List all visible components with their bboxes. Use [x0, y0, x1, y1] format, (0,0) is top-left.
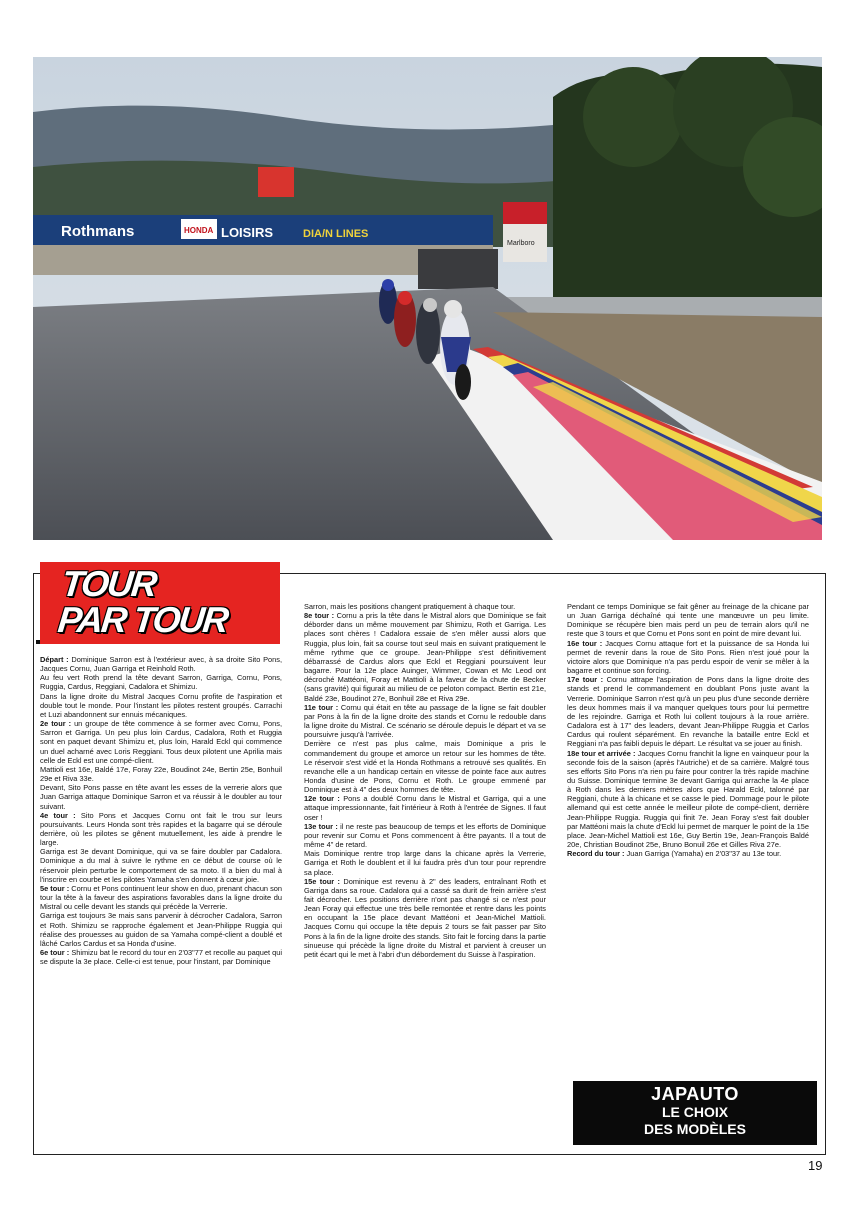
paragraph-text: Derrière ce n'est pas plus calme, mais Dominique a pris le commandement du groupe et amorce un retour sur les hommes de tête. Le réservoir s'est vidé et la Honda Rothmans a retrouvé ses qualités. En revanche elle a un handicap certain en vitesse de pointe face aux autres Honda d'usine de Pons, Cornu et Roth. Le groupe emmené par Dominique est à 4" des deux hommes de tête.: [304, 739, 546, 795]
article-paragraph: [40, 783, 282, 810]
article-paragraph: [40, 948, 282, 966]
paragraph-lead: Record du tour :: [567, 849, 625, 859]
paragraph-text: Mais Dominique rentre trop large dans la chicane après la Verrerie, Garriga et Roth le doublent et il lui faudra près d'un tour pour reprendre sa place.: [304, 849, 546, 877]
article-header: [40, 562, 280, 644]
paragraph-text: Devant, Sito Pons passe en tête avant les esses de la verrerie alors que Juan Garriga attaque Dominique Sarron et va réussir à le doubler au tour suivant.: [40, 783, 282, 811]
paragraph-text: Cornu et Pons continuent leur show en duo, prenant chacun son tour la tête à la faveur des aspirations favorables dans la ligne droite du Mistral ou celle devant les stands qui précède la Verrerie.: [40, 883, 283, 912]
paragraph-text: Sito Pons et Jacques Cornu ont fait le trou sur leurs poursuivants. Leurs Honda sont très rapides et la bagarre qui se déroule derrière, où les pilotes se gênent mutuellement, les aide à prendre le large.: [40, 810, 282, 848]
paragraph-lead: 12e tour :: [304, 794, 340, 804]
article-paragraph: [567, 675, 809, 748]
article-paragraph: [40, 847, 282, 884]
honda-banner-text: HONDA: [184, 226, 214, 235]
paragraph-lead: 6e tour :: [40, 948, 70, 957]
paragraph-text: Jacques Cornu attaque fort et la puissance de sa Honda lui permet de revenir dans la roue de Sito Pons. Rien n'est joué pour la victoire alors que Dominique n'a pas perdu espoir de venir se mêler à la bagarre et continue son forcing.: [567, 638, 809, 676]
article-paragraph: [40, 719, 282, 765]
paragraph-text: Sarron, mais les positions changent pratiquement à chaque tour.: [304, 602, 516, 611]
paragraph-text: Pendant ce temps Dominique se fait gêner au freinage de la chicane par un Juan Garriga déchaîné qui tente une manœuvre un peu limite. Dominique se récupère bien mais perd un peu de terrain alors qu'il ne reste que 3 tours et que Cornu et Pons sont en point de mire devant lui.: [567, 602, 809, 639]
article-paragraph: [304, 849, 546, 876]
paragraph-lead: 8e tour :: [304, 611, 335, 621]
paragraph-lead: 17e tour :: [567, 675, 604, 685]
paragraph-text: Garriga est 3e devant Dominique, qui va se faire doubler par Cadalora. Dominique a du mal à suivre le rythme en ce début de course où le réservoir plein perturbe le comportement de sa moto. Il a bien du mal à l'inscrire en courbe et les pilotes Yamaha s'en donnent à cœur joie.: [40, 847, 282, 884]
paragraph-text: Cornu a pris la tête dans le Mistral alors que Dominique se fait déborder dans un même mouvement par Shimizu, Roth et Garriga. Les places sont chères ! Cadalora essaie de s'en mêler aussi alors que Ruggia, plus loin, fait sa course tout seul mais en suivant pratiquement le même rythme que ce groupe. Jean-Philippe s'est définitivement débarrassé de Cardus alors que Eckl et Reggiani poursuivent leur bagarre. Pour la 12e place Auinger, Wimmer, Cowan et Mc Leod ont décroché Mattéoni, Foray et Mattioli à la faveur de la chute de Becker (sans gravité) qui figurait au milieu de ce peloton compact. Bertin est 21e, Baldé 23e, Boudinot 27e, Bonhuil 28e et Riva 29e.: [304, 611, 546, 703]
article-paragraph: [304, 611, 546, 703]
marlboro-sign-text: Marlboro: [507, 240, 535, 247]
paragraph-text: Mattioli est 16e, Baldé 17e, Foray 22e, Boudinot 24e, Bertin 25e, Bonhuil 29e et Riva 33e.: [40, 764, 282, 784]
page-number: 19: [808, 1158, 823, 1173]
article-paragraph: [40, 692, 282, 719]
article-paragraph: [304, 794, 546, 821]
paragraph-text: Dominique est revenu à 2" des leaders, entraînant Roth et Garriga dans sa roue. Cadalora qui a cassé sa durit de frein arrière s'est fait décrocher. Les positions derrière n'ont pas changé si ce n'est pour Jean Foray qui effectue une très belle remontée et rentre dans les points en occupant la 15e place devant Mattéoni et Jean-Michel Mattioli. Jacques Cornu qui occupe la tête depuis 2 tours se fait passer par Sito Pons à la fin de la ligne droite des stands. Sito fait le forcing dans la partie sinueuse qui précède la ligne droite du Mistral et parvient à creuser un petit écart qui le met à l'abri d'un débordement du Suisse à l'aspiration.: [304, 876, 546, 959]
paragraph-text: un groupe de tête commence à se former avec Cornu, Pons, Sarron et Garriga. Un peu plus loin Cardus, Cadalora, Roth et Ruggia sont en paquet devant Shimizu et, plus loin, Harald Eckl qui commence un duel acharné avec Loris Reggiani. Tous deux pilotent une Aprilia mais celle de Eckl est une compé-client.: [40, 719, 282, 765]
paragraph-lead: 15e tour :: [304, 876, 340, 886]
paragraph-text: Juan Garriga (Yamaha) en 2'03"37 au 13e tour.: [624, 849, 782, 859]
article-column-2: [304, 602, 546, 959]
paragraph-text: Garriga est toujours 3e mais sans parvenir à décrocher Cadalora, Sarron et Roth. Shimizu se rapproche également et Jean-Philippe Ruggia qui réalise des prouesses au guidon de sa Yamaha compé-client a doublé et lâché Carlos Cardus et sa Honda d'usine.: [40, 911, 282, 948]
article-column-3: [567, 602, 809, 858]
article-paragraph: [40, 655, 282, 673]
article-title-line1: TOUR: [59, 563, 158, 604]
article-paragraph: [40, 884, 282, 911]
article-paragraph: [567, 849, 809, 858]
paragraph-text: Au feu vert Roth prend la tête devant Sarron, Garriga, Cornu, Pons, Ruggia, Cardus, Reggiani, Cadalora et Shimizu.: [40, 673, 282, 692]
paragraph-lead: 16e tour :: [567, 638, 603, 648]
article-paragraph: [567, 639, 809, 676]
article-title: [56, 563, 232, 640]
paragraph-text: il ne reste pas beaucoup de temps et les efforts de Dominique pour revenir sur Cornu et Pons commencent à être payants. Il a tout de même 4" de retard.: [304, 821, 547, 850]
paragraph-lead: 2e tour :: [40, 719, 72, 729]
paragraph-text: Jacques Cornu franchit la ligne en vainqueur pour la seconde fois de la saison (après l'Autriche) et de sa carrière. Malgré tous ses efforts Sito Pons n'a rien pu faire pour contrer la très rapide machine du Suisse. Dominique termine 3e devant Garriga qui arrache la 4e place à Roth dans les derniers mètres alors que Harald Eckl, talonné par Reggiani, chute à la chicane et se casse le pied. Dommage pour le pilote allemand qui est cette année le meilleur pilote de compé-client, derrière Jean-Philippe Ruggia. Ruggia qui finit 7e. Jean Foray s'est fait doubler par Mattéoni mais la chute d'Eckl lui permet de marquer le point de la 15e place. Jean-Michel Mattioli est 16e, Guy Bertin 19e, Jean-François Baldé 20e, Christian Boudinot 25e, Bruno Bonuil 26e et Gilles Riva 27e.: [567, 748, 809, 850]
other-banner-text: DIA/N LINES: [303, 228, 369, 240]
article-paragraph: [40, 673, 282, 691]
loisirs-banner-text: LOISIRS: [221, 225, 274, 240]
paragraph-lead: 5e tour :: [40, 883, 70, 893]
article-paragraph: [304, 703, 546, 740]
japauto-advert-brand: JAPAUTO: [651, 1084, 739, 1104]
paragraph-lead: 4e tour :: [40, 810, 76, 820]
paragraph-text: Cornu attrape l'aspiration de Pons dans la ligne droite des stands et prend le commandement en doublant Pons juste avant la Verrerie. Dominique Sarron n'est qu'à un peu plus d'une seconde derrière les deux hommes mais il va manquer quelques tours pour lui permettre de les rejoindre. Garriga et Roth lui collent toujours à la roue arrière. Cadalora est à 17" des leaders, devant Jean-Philippe Ruggia et Carlos Cardus qui roulent séparément. En revanche la bataille entre Eckl et Reggiani n'a pas faibli depuis le départ. Le résultat va se jouer au finish.: [567, 675, 810, 749]
article-paragraph: [567, 602, 809, 639]
paragraph-text: Dans la ligne droite du Mistral Jacques Cornu profite de l'aspiration et double tout le monde. Pour l'instant les pilotes restent groupés. Carrachi et Luzi abandonnent sur ennuis mécaniques.: [40, 691, 282, 719]
article-paragraph: [40, 911, 282, 948]
paragraph-lead: 11e tour :: [304, 702, 339, 712]
paragraph-text: Shimizu bat le record du tour en 2'03"77 et recolle au paquet qui se dispute la 3e place. Celle-ci est tenue, pour l'instant, par Dominique: [40, 948, 283, 967]
japauto-advert-line2: LE CHOIX: [661, 1104, 729, 1120]
article-paragraph: [304, 877, 546, 959]
paragraph-text: Pons a doublé Cornu dans le Mistral et Garriga, qui a une attaque impressionnante, fait l'intérieur à Roth à l'entrée de Signes. Il faut oser !: [304, 794, 547, 822]
article-paragraph: [567, 749, 809, 850]
article-paragraph: [40, 765, 282, 783]
japauto-advert: [573, 1081, 817, 1145]
paragraph-text: Cornu qui était en tête au passage de la ligne se fait doubler par Pons à la fin de la ligne droite des stands et Cornu le redouble dans la ligne droite du Mistral. Ce scénario se déroule depuis le départ et va se poursuivre jusqu'à l'arrivée.: [304, 702, 546, 740]
paragraph-lead: 13e tour :: [304, 821, 338, 831]
rothmans-banner-text: Rothmans: [61, 223, 135, 240]
race-photo: [33, 57, 822, 540]
race-photo-illustration: [33, 57, 822, 540]
paragraph-lead: Départ :: [40, 655, 69, 664]
article-paragraph: [304, 602, 546, 611]
article-column-1: [40, 655, 282, 966]
japauto-advert-line3: DES MODÈLES: [644, 1121, 746, 1137]
paragraph-lead: 18e tour et arrivée :: [567, 748, 636, 758]
article-title-line2: PAR TOUR: [56, 599, 230, 640]
article-paragraph: [304, 739, 546, 794]
paragraph-text: Dominique Sarron est à l'extérieur avec, à sa droite Sito Pons, Jacques Cornu, Juan Garriga et Reinhold Roth.: [40, 655, 282, 674]
article-paragraph: [304, 822, 546, 849]
article-paragraph: [40, 811, 282, 848]
